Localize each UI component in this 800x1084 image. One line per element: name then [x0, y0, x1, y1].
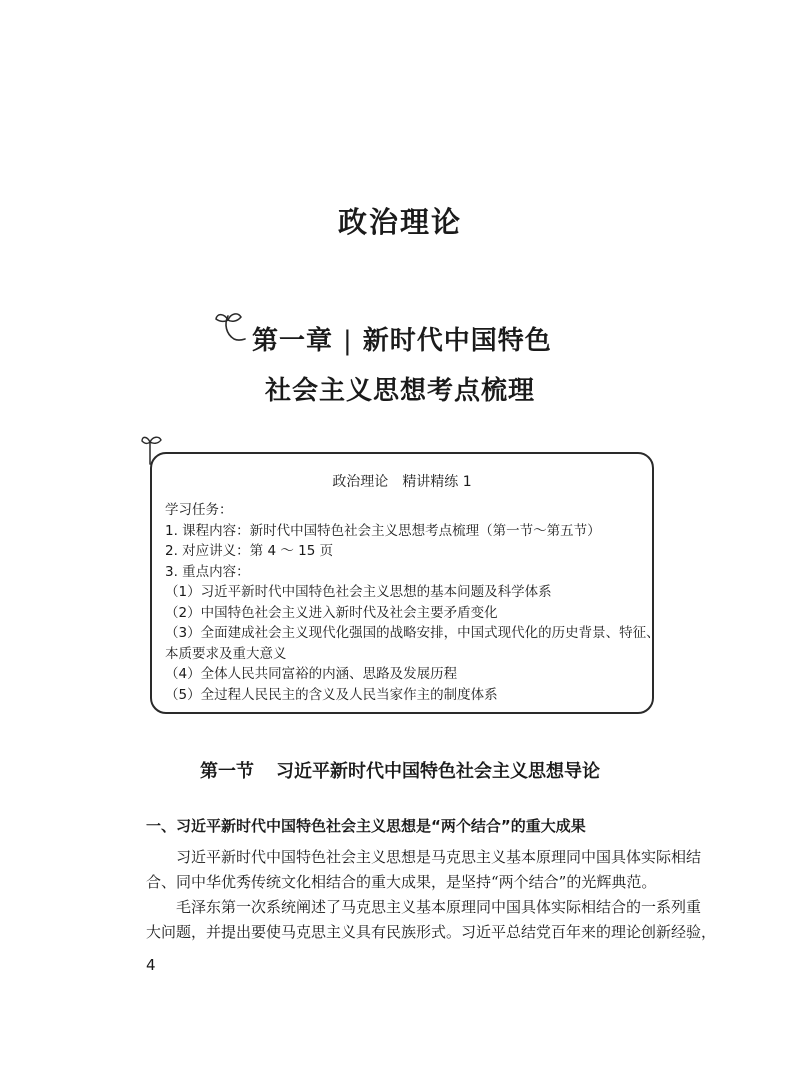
section-title — [0, 757, 800, 783]
page-title: 政治理论 — [337, 205, 462, 239]
body-paragraph — [146, 845, 702, 895]
task-line: （4）全体人民共同富裕的内涵、思路及发展历程 — [165, 666, 458, 682]
task-line: 本质要求及重大意义 — [165, 645, 287, 662]
paragraph-line: 大问题，并提出要使马克思主义具有民族形式。习近平总结党百年来的理论创新经验， — [146, 923, 717, 941]
task-box-content — [165, 500, 660, 705]
sprout-icon — [214, 310, 248, 346]
task-line: 3. 重点内容： — [165, 563, 250, 580]
body-paragraph — [146, 895, 717, 945]
chapter-title — [252, 320, 552, 357]
task-box-header — [152, 471, 652, 491]
section-label: 第一节 — [200, 761, 254, 782]
task-line: （3）全面建成社会主义现代化强国的战略安排，中国式现代化的历史背景、特征、 — [165, 625, 660, 641]
task-line: （2）中国特色社会主义进入新时代及社会主要矛盾变化 — [165, 604, 498, 621]
heading-level1: 一、习近平新时代中国特色社会主义思想是“两个结合”的重大成果 — [146, 817, 586, 835]
study-task-box — [150, 452, 660, 714]
task-line: 学习任务： — [165, 502, 233, 518]
paragraph-line: 毛泽东第一次系统阐述了马克思主义基本原理同中国具体实际相结合的一系列重 — [176, 898, 702, 916]
task-line: （5）全过程人民民主的含义及人民当家作主的制度体系 — [165, 686, 498, 703]
chapter-title-line1: 新时代中国特色 — [362, 326, 552, 356]
chapter-title-line2: 社会主义思想考点梳理 — [264, 376, 535, 406]
task-line: （1）习近平新时代中国特色社会主义思想的基本问题及科学体系 — [165, 584, 552, 600]
page-number: 4 — [146, 956, 156, 974]
task-box-subject: 政治理论 — [332, 474, 389, 490]
task-box-session: 精讲精练 1 — [402, 474, 472, 490]
paragraph-line: 习近平新时代中国特色社会主义思想是马克思主义基本原理同中国具体实际相结 — [176, 848, 702, 866]
chapter-separator: | — [343, 326, 353, 356]
paragraph-line: 合、同中华优秀传统文化相结合的重大成果，是坚持“两个结合”的光辉典范。 — [146, 873, 657, 891]
task-line: 2. 对应讲义：第 4 ～ 15 页 — [165, 543, 334, 559]
section-name: 习近平新时代中国特色社会主义思想导论 — [276, 761, 600, 782]
chapter-label: 第一章 — [252, 326, 334, 356]
task-line: 1. 课程内容：新时代中国特色社会主义思想考点梳理（第一节～第五节） — [165, 522, 601, 539]
